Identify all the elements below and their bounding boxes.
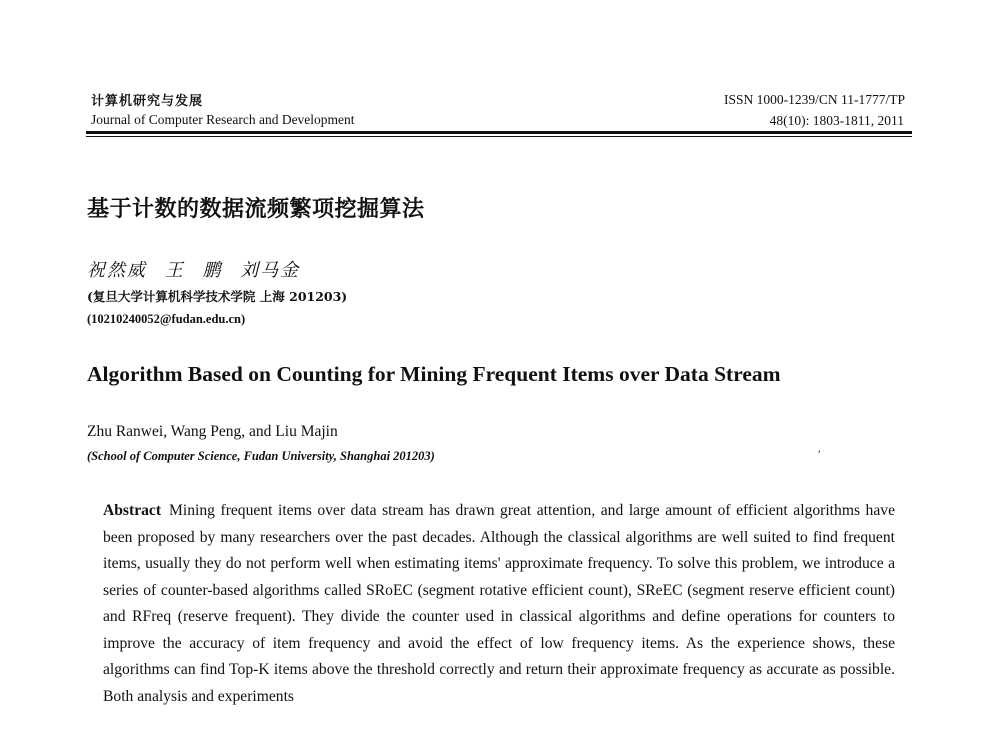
affiliation-cn: (复旦大学计算机科学技术学院 上海 201203) xyxy=(87,289,348,304)
stray-mark: ′ xyxy=(818,447,821,461)
affiliation-en: (School of Computer Science, Fudan University, Shanghai 201203) xyxy=(87,449,435,463)
journal-name-cn: 计算机研究与发展 xyxy=(91,94,204,109)
authors-en: Zhu Ranwei, Wang Peng, and Liu Majin xyxy=(87,423,338,440)
issn-line: ISSN 1000-1239/CN 11-1777/TP xyxy=(723,92,905,107)
paper-title-en: Algorithm Based on Counting for Mining Frequent Items over Data Stream xyxy=(87,362,781,386)
header-rule-thick xyxy=(86,131,912,134)
authors-cn: 祝然威 王 鹏 刘马金 xyxy=(87,260,301,281)
abstract-paragraph xyxy=(103,498,895,710)
author-email: (10210240052@fudan.edu.cn) xyxy=(87,312,246,326)
header-rule-thin xyxy=(86,136,912,137)
volume-line: 48(10): 1803-1811, 2011 xyxy=(769,113,904,128)
paper-title-cn: 基于计数的数据流频繁项挖掘算法 xyxy=(87,197,425,222)
abstract-text: Mining frequent items over data stream has drawn great attention, and large amount of efficient algorithms have been proposed by many researchers over the past decades. Although the classical algorithms are well suited to find frequent items, usually they do not perform well when estimating items' approximate frequency. To solve this problem, we introduce a series of counter-based algorithms called SRoEC (segment rotative efficient count), SReEC (segment reserve efficient count) and RFreq (reserve frequent). They divide the counter used in classical algorithms and define operations for counters to improve the accuracy of item frequency and avoid the effect of low frequency items. As the experience shows, these algorithms can find Top-K items above the threshold correctly and return their approximate frequency as accurate as possible. Both analysis and experiments xyxy=(103,502,895,705)
journal-name-en: Journal of Computer Research and Development xyxy=(91,112,355,127)
abstract-label: Abstract xyxy=(103,502,162,519)
